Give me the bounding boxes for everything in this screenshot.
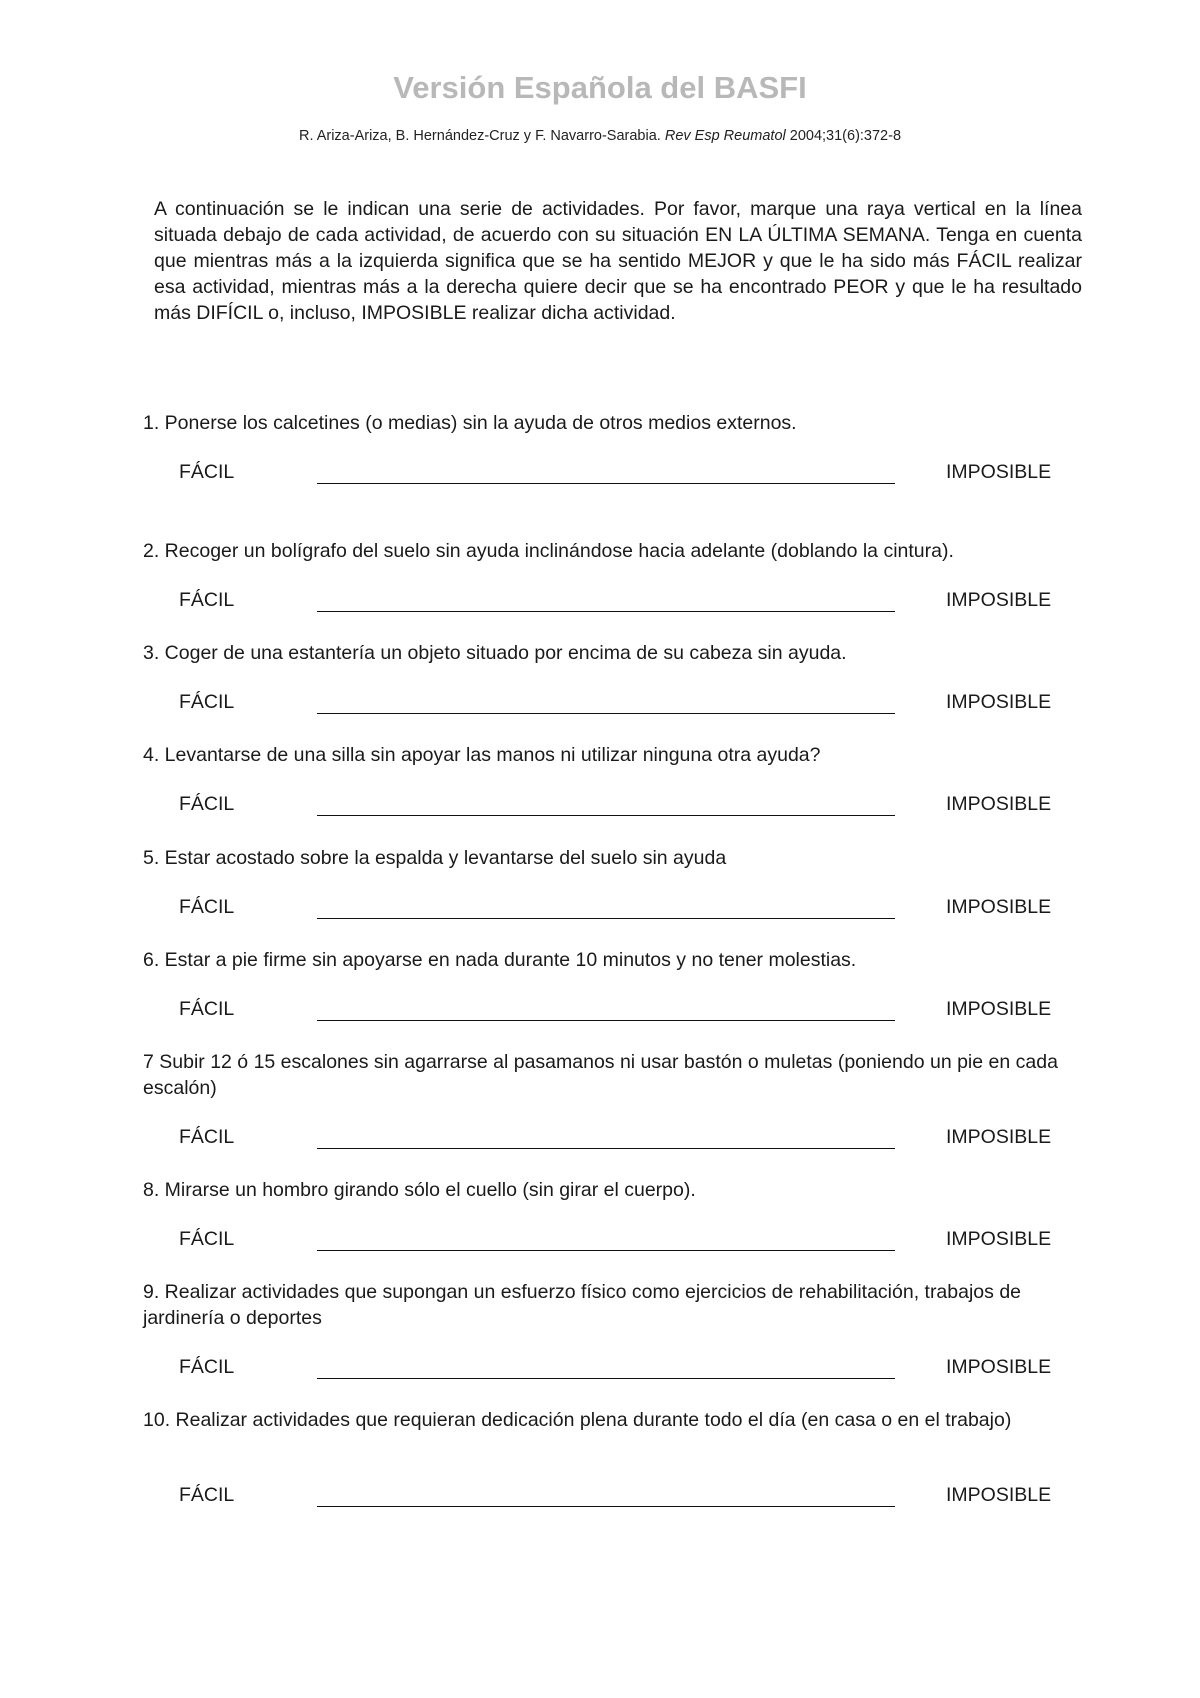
scale-9-right-label: IMPOSIBLE	[946, 1356, 1052, 1378]
question-10: 10. Realizar actividades que requieran dedicación plena durante todo el día (en casa o en el trabajo)	[143, 1409, 1012, 1431]
question-2: 2. Recoger un bolígrafo del suelo sin ayuda inclinándose hacia adelante (doblando la cintura).	[143, 540, 954, 562]
scale-7-right-label: IMPOSIBLE	[946, 1126, 1052, 1148]
question-8: 8. Mirarse un hombro girando sólo el cuello (sin girar el cuerpo).	[143, 1179, 696, 1201]
scale-7-left-label: FÁCIL	[179, 1126, 235, 1148]
scale-9-line[interactable]	[317, 1378, 895, 1379]
question-3: 3. Coger de una estantería un objeto situado por encima de su cabeza sin ayuda.	[143, 642, 847, 664]
scale-10-line[interactable]	[317, 1506, 895, 1507]
scale-2-line[interactable]	[317, 611, 895, 612]
scale-5-line[interactable]	[317, 918, 895, 919]
question-5: 5. Estar acostado sobre la espalda y levantarse del suelo sin ayuda	[143, 847, 727, 869]
page-title: Versión Española del BASFI	[393, 70, 807, 105]
citation-journal: Rev Esp Reumatol	[664, 128, 786, 144]
scale-8-left-label: FÁCIL	[179, 1228, 235, 1250]
citation	[0, 128, 1200, 144]
scale-6-left-label: FÁCIL	[179, 998, 235, 1020]
scale-4-right-label: IMPOSIBLE	[946, 793, 1052, 815]
citation-authors: R. Ariza-Ariza, B. Hernández-Cruz y F. Navarro-Sarabia.	[298, 128, 661, 144]
scale-1-line[interactable]	[317, 483, 895, 484]
scale-10-right-label: IMPOSIBLE	[946, 1484, 1052, 1506]
scale-9-left-label: FÁCIL	[179, 1356, 235, 1378]
scale-5-left-label: FÁCIL	[179, 896, 235, 918]
scale-3-line[interactable]	[317, 713, 895, 714]
scale-8-line[interactable]	[317, 1250, 895, 1251]
scale-2-left-label: FÁCIL	[179, 589, 235, 611]
scale-1-left-label: FÁCIL	[179, 461, 235, 483]
scale-4-line[interactable]	[317, 815, 895, 816]
scale-1-right-label: IMPOSIBLE	[946, 461, 1052, 483]
question-7: 7 Subir 12 ó 15 escalones sin agarrarse al pasamanos ni usar bastón o muletas (poniendo un pie en cada escalón)	[143, 1051, 1058, 1099]
instructions: A continuación se le indican una serie de actividades. Por favor, marque una raya vertical en la línea situada debajo de cada actividad, de acuerdo con su situación EN LA ÚLTIMA SEMANA. Tenga en cuenta que mientras más a la izquierda significa que se ha sentido MEJOR y que le ha sido más FÁCIL realizar esa actividad, mientras más a la derecha quiere decir que se ha encontrado PEOR y que le ha resultado más DIFÍCIL o, incluso, IMPOSIBLE realizar dicha actividad.	[154, 198, 1082, 324]
scale-4-left-label: FÁCIL	[179, 793, 235, 815]
scale-2-right-label: IMPOSIBLE	[946, 589, 1052, 611]
scale-3-left-label: FÁCIL	[179, 691, 235, 713]
scale-10-left-label: FÁCIL	[179, 1484, 235, 1506]
question-9: 9. Realizar actividades que supongan un esfuerzo físico como ejercicios de rehabilitación, trabajos de jardinería o deportes	[143, 1281, 1022, 1329]
scale-5-right-label: IMPOSIBLE	[946, 896, 1052, 918]
question-4: 4. Levantarse de una silla sin apoyar las manos ni utilizar ninguna otra ayuda?	[143, 744, 821, 766]
scale-8-right-label: IMPOSIBLE	[946, 1228, 1052, 1250]
scale-7-line[interactable]	[317, 1148, 895, 1149]
scale-6-line[interactable]	[317, 1020, 895, 1021]
citation-reference: 2004;31(6):372-8	[789, 128, 902, 144]
question-1: 1. Ponerse los calcetines (o medias) sin la ayuda de otros medios externos.	[143, 412, 797, 434]
scale-3-right-label: IMPOSIBLE	[946, 691, 1052, 713]
scale-6-right-label: IMPOSIBLE	[946, 998, 1052, 1020]
question-6: 6. Estar a pie firme sin apoyarse en nada durante 10 minutos y no tener molestias.	[143, 949, 857, 971]
